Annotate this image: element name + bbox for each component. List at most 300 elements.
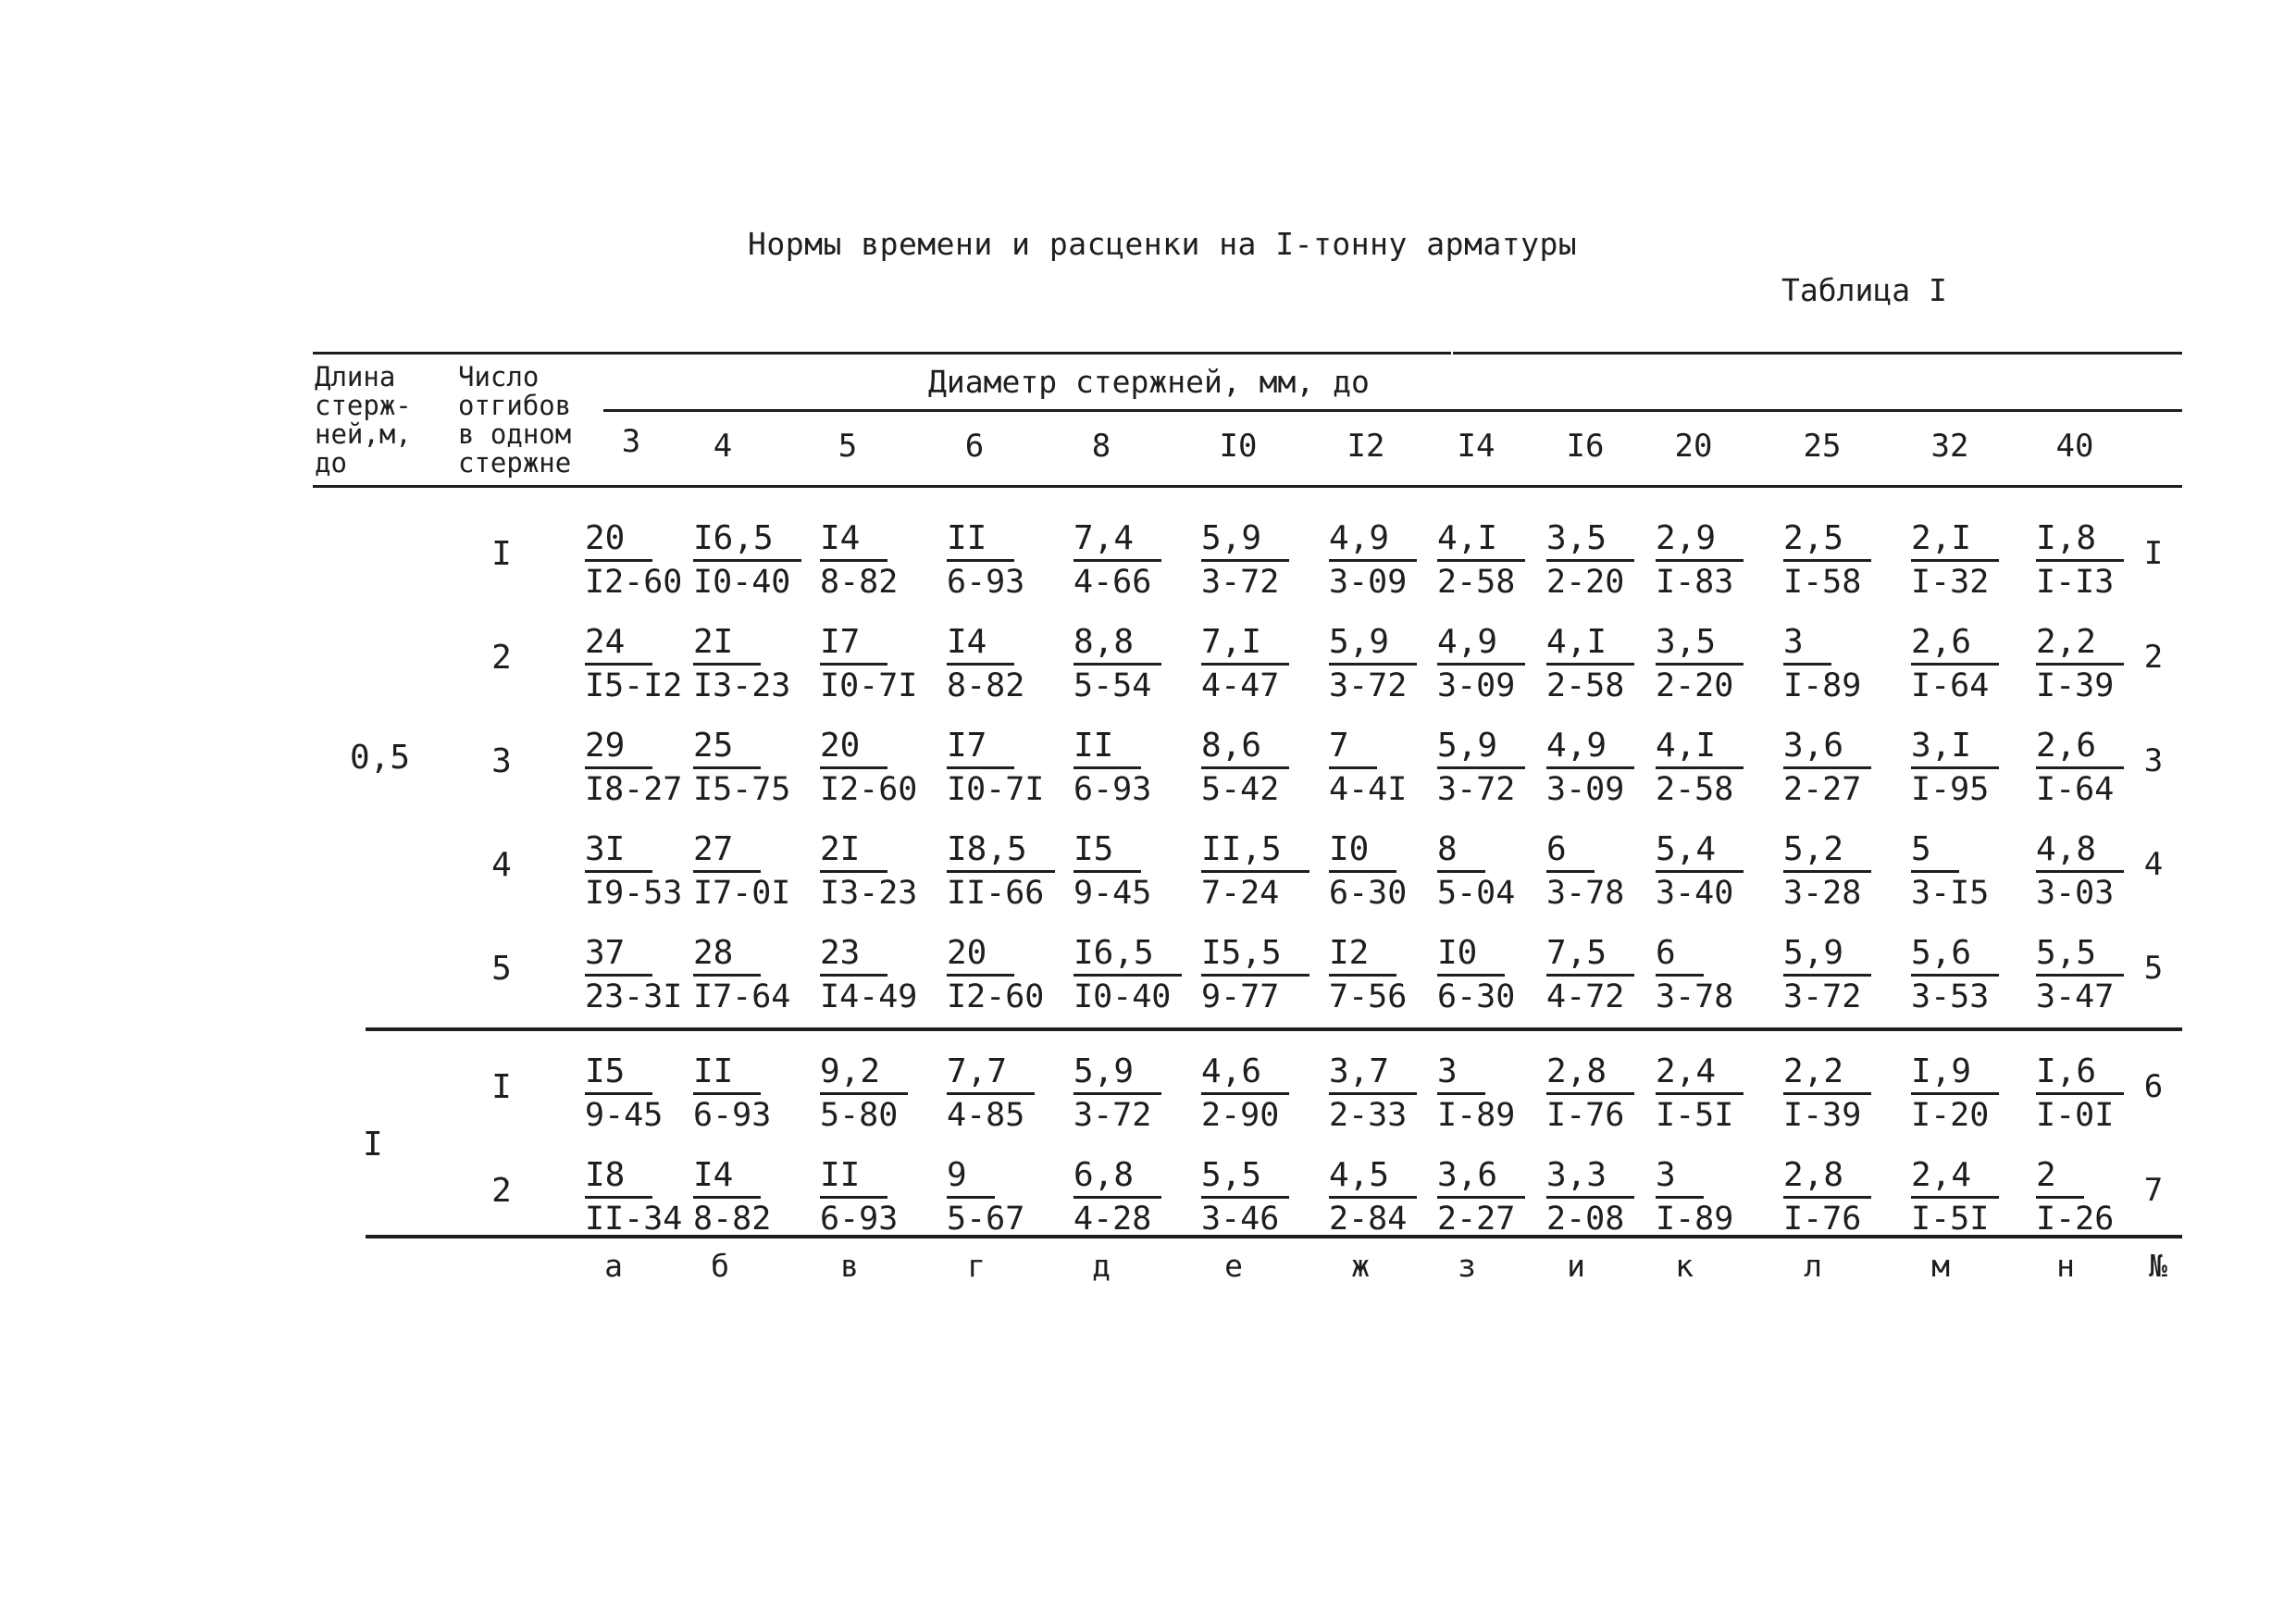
table-cell bbox=[1656, 1157, 1774, 1239]
table-cell bbox=[585, 624, 703, 706]
row-number: 3 bbox=[2143, 742, 2164, 779]
price-rate: 9-45 bbox=[585, 1097, 664, 1134]
time-norm: 5,9 bbox=[1329, 624, 1417, 666]
table-cell bbox=[1437, 728, 1556, 810]
price-rate: 3-53 bbox=[1911, 978, 1990, 1015]
table-cell bbox=[1656, 935, 1774, 1017]
price-rate: 3-03 bbox=[2036, 875, 2115, 912]
time-norm: I5 bbox=[585, 1053, 652, 1095]
time-norm: I0 bbox=[1437, 935, 1505, 977]
price-rate: 2-08 bbox=[1546, 1201, 1625, 1238]
table-cell bbox=[947, 831, 1065, 914]
row-number: 6 bbox=[2143, 1068, 2164, 1105]
table-cell bbox=[1911, 935, 2029, 1017]
table-cell bbox=[585, 1157, 703, 1239]
time-norm: 6,8 bbox=[1074, 1157, 1161, 1199]
price-rate: I-89 bbox=[1437, 1097, 1516, 1134]
time-norm: 3,7 bbox=[1329, 1053, 1417, 1095]
time-norm: 2,5 bbox=[1783, 520, 1871, 562]
diameter-label: I4 bbox=[1457, 428, 1496, 465]
price-rate: 2-33 bbox=[1329, 1097, 1408, 1134]
table-cell bbox=[1783, 1157, 1902, 1239]
table-cell bbox=[1201, 935, 1320, 1017]
price-rate: I-64 bbox=[2036, 771, 2115, 808]
column-letter: а bbox=[604, 1248, 623, 1284]
time-norm: 5,2 bbox=[1783, 831, 1871, 873]
time-norm: 8 bbox=[1437, 831, 1485, 873]
price-rate: 6-93 bbox=[1074, 771, 1152, 808]
bends-count: I bbox=[491, 1068, 512, 1106]
price-rate: 3-09 bbox=[1437, 667, 1516, 704]
price-rate: 9-77 bbox=[1201, 978, 1280, 1015]
table-cell bbox=[1783, 728, 1902, 810]
price-rate: I7-64 bbox=[693, 978, 791, 1015]
time-norm: 6 bbox=[1656, 935, 1704, 977]
time-norm: 2,6 bbox=[2036, 728, 2124, 769]
time-norm: 20 bbox=[585, 520, 652, 562]
table-cell bbox=[820, 831, 938, 914]
time-norm: 7 bbox=[1329, 728, 1377, 769]
table-cell bbox=[1546, 1053, 1665, 1136]
price-rate: I8-27 bbox=[585, 771, 683, 808]
time-norm: 23 bbox=[820, 935, 887, 977]
price-rate: 3-78 bbox=[1656, 978, 1734, 1015]
time-norm: 4,8 bbox=[2036, 831, 2124, 873]
time-norm: I,6 bbox=[2036, 1053, 2124, 1095]
table-label: Таблица I bbox=[1781, 272, 1947, 308]
column-letter: и bbox=[1567, 1248, 1585, 1284]
price-rate: I0-7I bbox=[820, 667, 918, 704]
price-rate: 3-72 bbox=[1329, 667, 1408, 704]
price-rate: I9-53 bbox=[585, 875, 683, 912]
table-cell bbox=[1911, 1053, 2029, 1136]
table-cell bbox=[1546, 520, 1665, 603]
diameter-label: 25 bbox=[1803, 428, 1842, 465]
price-rate: 4-47 bbox=[1201, 667, 1280, 704]
table-cell bbox=[1201, 1157, 1320, 1239]
table-cell bbox=[1546, 624, 1665, 706]
time-norm: I5,5 bbox=[1201, 935, 1309, 977]
price-rate: I-5I bbox=[1911, 1201, 1990, 1238]
table-cell bbox=[1437, 935, 1556, 1017]
time-norm: II bbox=[947, 520, 1014, 562]
table-top-rule-left bbox=[313, 352, 1451, 355]
table-cell bbox=[1546, 935, 1665, 1017]
column-letter: н bbox=[2056, 1248, 2075, 1284]
price-rate: 4-66 bbox=[1074, 564, 1152, 601]
time-norm: 29 bbox=[585, 728, 652, 769]
table-cell bbox=[947, 624, 1065, 706]
time-norm: 7,7 bbox=[947, 1053, 1035, 1095]
time-norm: 20 bbox=[947, 935, 1014, 977]
table-cell bbox=[1437, 624, 1556, 706]
price-rate: 2-20 bbox=[1656, 667, 1734, 704]
time-norm: 5,5 bbox=[2036, 935, 2124, 977]
table-cell bbox=[1201, 1053, 1320, 1136]
table-cell bbox=[1911, 728, 2029, 810]
price-rate: 2-58 bbox=[1546, 667, 1625, 704]
column-letter: ж bbox=[1351, 1248, 1370, 1284]
table-cell bbox=[2036, 728, 2154, 810]
time-norm: 5,9 bbox=[1783, 935, 1871, 977]
time-norm: 4,9 bbox=[1437, 624, 1525, 666]
diameter-header-title: Диаметр стержней, мм, до bbox=[928, 364, 1370, 400]
table-cell bbox=[1656, 520, 1774, 603]
table-cell bbox=[1911, 831, 2029, 914]
table-cell bbox=[1074, 624, 1192, 706]
table-cell bbox=[1437, 831, 1556, 914]
price-rate: I-39 bbox=[2036, 667, 2115, 704]
table-cell bbox=[1783, 831, 1902, 914]
table-cell bbox=[820, 728, 938, 810]
row-number: 4 bbox=[2143, 846, 2164, 883]
table-cell bbox=[820, 520, 938, 603]
price-rate: I7-0I bbox=[693, 875, 791, 912]
price-rate: 5-04 bbox=[1437, 875, 1516, 912]
price-rate: I-64 bbox=[1911, 667, 1990, 704]
time-norm: 3,5 bbox=[1656, 624, 1744, 666]
price-rate: I-32 bbox=[1911, 564, 1990, 601]
row-number: 7 bbox=[2143, 1172, 2164, 1209]
bends-count: 4 bbox=[491, 846, 512, 884]
column-letter: б bbox=[711, 1248, 729, 1284]
table-cell bbox=[693, 1157, 812, 1239]
bends-count: 5 bbox=[491, 950, 512, 988]
price-rate: 3-I5 bbox=[1911, 875, 1990, 912]
price-rate: I5-I2 bbox=[585, 667, 683, 704]
time-norm: II bbox=[820, 1157, 887, 1199]
table-cell bbox=[1911, 1157, 2029, 1239]
column-letter: л bbox=[1804, 1248, 1822, 1284]
bends-header: Число отгибов в одном стержне bbox=[458, 361, 572, 479]
price-rate: 3-28 bbox=[1783, 875, 1862, 912]
table-cell bbox=[1074, 728, 1192, 810]
price-rate: 6-30 bbox=[1329, 875, 1408, 912]
time-norm: 5,9 bbox=[1437, 728, 1525, 769]
diameter-label: I2 bbox=[1347, 428, 1385, 465]
table-cell bbox=[585, 728, 703, 810]
time-norm: I4 bbox=[693, 1157, 761, 1199]
row-number: 2 bbox=[2143, 639, 2164, 676]
price-rate: 3-72 bbox=[1074, 1097, 1152, 1134]
column-letter: м bbox=[1931, 1248, 1950, 1284]
diameter-label: I0 bbox=[1219, 428, 1258, 465]
table-cell bbox=[1329, 520, 1447, 603]
price-rate: I-76 bbox=[1783, 1201, 1862, 1238]
price-rate: 5-42 bbox=[1201, 771, 1280, 808]
table-cell bbox=[585, 1053, 703, 1136]
price-rate: I-20 bbox=[1911, 1097, 1990, 1134]
table-cell bbox=[2036, 935, 2154, 1017]
table-cell bbox=[585, 831, 703, 914]
time-norm: I2 bbox=[1329, 935, 1396, 977]
time-norm: 24 bbox=[585, 624, 652, 666]
table-cell bbox=[947, 728, 1065, 810]
row-number: I bbox=[2143, 535, 2164, 572]
time-norm: I0 bbox=[1329, 831, 1396, 873]
table-cell bbox=[1329, 728, 1447, 810]
table-cell bbox=[1546, 728, 1665, 810]
price-rate: I3-23 bbox=[820, 875, 918, 912]
table-cell bbox=[2036, 1053, 2154, 1136]
time-norm: I6,5 bbox=[693, 520, 801, 562]
table-cell bbox=[585, 520, 703, 603]
price-rate: 5-54 bbox=[1074, 667, 1152, 704]
price-rate: 2-58 bbox=[1656, 771, 1734, 808]
time-norm: 3 bbox=[1656, 1157, 1704, 1199]
price-rate: 6-93 bbox=[947, 564, 1025, 601]
time-norm: I4 bbox=[820, 520, 887, 562]
price-rate: 2-27 bbox=[1437, 1201, 1516, 1238]
diameter-label: I6 bbox=[1566, 428, 1605, 465]
column-letter: г bbox=[967, 1248, 986, 1284]
row-number: 5 bbox=[2143, 950, 2164, 987]
price-rate: I2-60 bbox=[947, 978, 1045, 1015]
price-rate: 8-82 bbox=[693, 1201, 772, 1238]
length-header: Длина стерж- ней,м, до bbox=[315, 361, 412, 479]
column-letter: № bbox=[2149, 1248, 2167, 1284]
table-cell bbox=[1201, 624, 1320, 706]
price-rate: 3-72 bbox=[1783, 978, 1862, 1015]
table-cell bbox=[1656, 1053, 1774, 1136]
price-rate: 2-90 bbox=[1201, 1097, 1280, 1134]
time-norm: 3,6 bbox=[1783, 728, 1871, 769]
bends-count: 2 bbox=[491, 1172, 512, 1210]
table-cell bbox=[585, 935, 703, 1017]
table-cell bbox=[820, 1157, 938, 1239]
time-norm: 28 bbox=[693, 935, 761, 977]
time-norm: 2,6 bbox=[1911, 624, 1999, 666]
table-cell bbox=[1074, 831, 1192, 914]
table-cell bbox=[2036, 831, 2154, 914]
time-norm: 2I bbox=[693, 624, 761, 666]
time-norm: II,5 bbox=[1201, 831, 1309, 873]
price-rate: 2-84 bbox=[1329, 1201, 1408, 1238]
time-norm: II bbox=[1074, 728, 1141, 769]
table-cell bbox=[1329, 831, 1447, 914]
time-norm: II bbox=[693, 1053, 761, 1095]
table-cell bbox=[1783, 935, 1902, 1017]
price-rate: I0-40 bbox=[1074, 978, 1172, 1015]
table-cell bbox=[1201, 728, 1320, 810]
time-norm: 4,I bbox=[1437, 520, 1525, 562]
price-rate: 2-20 bbox=[1546, 564, 1625, 601]
table-top-rule-right bbox=[1453, 352, 2182, 355]
header-bottom-rule bbox=[313, 485, 2182, 488]
price-rate: 8-82 bbox=[820, 564, 899, 601]
time-norm: 5 bbox=[1911, 831, 1959, 873]
table-cell bbox=[947, 935, 1065, 1017]
price-rate: 3-09 bbox=[1329, 564, 1408, 601]
table-cell bbox=[693, 624, 812, 706]
time-norm: I,8 bbox=[2036, 520, 2124, 562]
table-cell bbox=[1656, 831, 1774, 914]
time-norm: 4,5 bbox=[1329, 1157, 1417, 1199]
bends-count: 3 bbox=[491, 742, 512, 780]
diameter-label: 5 bbox=[838, 428, 858, 465]
time-norm: 4,I bbox=[1656, 728, 1744, 769]
column-letter: д bbox=[1092, 1248, 1111, 1284]
price-rate: 4-28 bbox=[1074, 1201, 1152, 1238]
price-rate: 5-80 bbox=[820, 1097, 899, 1134]
price-rate: 3-40 bbox=[1656, 875, 1734, 912]
table-cell bbox=[1437, 1157, 1556, 1239]
time-norm: I,9 bbox=[1911, 1053, 1999, 1095]
time-norm: 3I bbox=[585, 831, 652, 873]
length-group-label: I bbox=[363, 1126, 383, 1164]
time-norm: 25 bbox=[693, 728, 761, 769]
price-rate: 3-78 bbox=[1546, 875, 1625, 912]
diameter-label: 4 bbox=[713, 428, 733, 465]
bends-count: 2 bbox=[491, 639, 512, 677]
table-cell bbox=[693, 935, 812, 1017]
table-cell bbox=[820, 624, 938, 706]
time-norm: 9 bbox=[947, 1157, 995, 1199]
time-norm: 2,2 bbox=[2036, 624, 2124, 666]
price-rate: I5-75 bbox=[693, 771, 791, 808]
time-norm: 3 bbox=[1437, 1053, 1485, 1095]
time-norm: 7,I bbox=[1201, 624, 1289, 666]
price-rate: 2-27 bbox=[1783, 771, 1862, 808]
time-norm: I7 bbox=[947, 728, 1014, 769]
diameter-label: 3 bbox=[621, 423, 641, 460]
bends-count: I bbox=[491, 535, 512, 573]
table-cell bbox=[2036, 624, 2154, 706]
time-norm: 5,4 bbox=[1656, 831, 1744, 873]
price-rate: 4-4I bbox=[1329, 771, 1408, 808]
diameter-label: 20 bbox=[1674, 428, 1713, 465]
price-rate: I-83 bbox=[1656, 564, 1734, 601]
price-rate: I2-60 bbox=[585, 564, 683, 601]
price-rate: I-39 bbox=[1783, 1097, 1862, 1134]
table-cell bbox=[1329, 935, 1447, 1017]
table-cell bbox=[1329, 624, 1447, 706]
table-cell bbox=[693, 831, 812, 914]
time-norm: I5 bbox=[1074, 831, 1141, 873]
price-rate: 8-82 bbox=[947, 667, 1025, 704]
time-norm: 2,2 bbox=[1783, 1053, 1871, 1095]
time-norm: 2I bbox=[820, 831, 887, 873]
time-norm: 3,I bbox=[1911, 728, 1999, 769]
time-norm: I6,5 bbox=[1074, 935, 1182, 977]
price-rate: I-95 bbox=[1911, 771, 1990, 808]
price-rate: 2-58 bbox=[1437, 564, 1516, 601]
price-rate: 3-46 bbox=[1201, 1201, 1280, 1238]
time-norm: 3,5 bbox=[1546, 520, 1634, 562]
table-cell bbox=[947, 520, 1065, 603]
table-cell bbox=[693, 520, 812, 603]
time-norm: 5,9 bbox=[1201, 520, 1289, 562]
price-rate: I0-40 bbox=[693, 564, 791, 601]
table-cell bbox=[820, 935, 938, 1017]
price-rate: 9-45 bbox=[1074, 875, 1152, 912]
table-cell bbox=[1201, 520, 1320, 603]
time-norm: 5,6 bbox=[1911, 935, 1999, 977]
table-cell bbox=[693, 1053, 812, 1136]
price-rate: I-5I bbox=[1656, 1097, 1734, 1134]
time-norm: 4,I bbox=[1546, 624, 1634, 666]
table-cell bbox=[1074, 935, 1192, 1017]
table-cell bbox=[1329, 1157, 1447, 1239]
column-letter: з bbox=[1458, 1248, 1476, 1284]
price-rate: II-66 bbox=[947, 875, 1045, 912]
table-cell bbox=[1074, 1157, 1192, 1239]
time-norm: 9,2 bbox=[820, 1053, 908, 1095]
time-norm: 3,3 bbox=[1546, 1157, 1634, 1199]
table-cell bbox=[947, 1157, 1065, 1239]
diameter-label: 8 bbox=[1091, 428, 1111, 465]
time-norm: 37 bbox=[585, 935, 652, 977]
time-norm: 2 bbox=[2036, 1157, 2084, 1199]
price-rate: I-76 bbox=[1546, 1097, 1625, 1134]
price-rate: I4-49 bbox=[820, 978, 918, 1015]
time-norm: 27 bbox=[693, 831, 761, 873]
price-rate: 3-09 bbox=[1546, 771, 1625, 808]
price-rate: I-89 bbox=[1656, 1201, 1734, 1238]
price-rate: 4-72 bbox=[1546, 978, 1625, 1015]
table-cell bbox=[1656, 624, 1774, 706]
time-norm: 2,4 bbox=[1911, 1157, 1999, 1199]
price-rate: I-89 bbox=[1783, 667, 1862, 704]
price-rate: 3-72 bbox=[1437, 771, 1516, 808]
diameter-label: 32 bbox=[1930, 428, 1969, 465]
price-rate: 7-56 bbox=[1329, 978, 1408, 1015]
table-cell bbox=[947, 1053, 1065, 1136]
price-rate: II-34 bbox=[585, 1201, 683, 1238]
table-cell bbox=[1911, 520, 2029, 603]
column-letter: в bbox=[840, 1248, 859, 1284]
table-cell bbox=[1437, 520, 1556, 603]
table-cell bbox=[1783, 1053, 1902, 1136]
table-cell bbox=[1911, 624, 2029, 706]
table-cell bbox=[2036, 1157, 2154, 1239]
price-rate: I-I3 bbox=[2036, 564, 2115, 601]
price-rate: 5-67 bbox=[947, 1201, 1025, 1238]
diameter-header-rule bbox=[603, 409, 2182, 412]
price-rate: 7-24 bbox=[1201, 875, 1280, 912]
table-cell bbox=[1783, 624, 1902, 706]
column-letter: к bbox=[1675, 1248, 1694, 1284]
time-norm: 7,5 bbox=[1546, 935, 1634, 977]
time-norm: I8,5 bbox=[947, 831, 1055, 873]
time-norm: 2,I bbox=[1911, 520, 1999, 562]
price-rate: 4-85 bbox=[947, 1097, 1025, 1134]
table-cell bbox=[1329, 1053, 1447, 1136]
time-norm: 4,9 bbox=[1329, 520, 1417, 562]
table-cell bbox=[1546, 1157, 1665, 1239]
table-cell bbox=[1656, 728, 1774, 810]
table-cell bbox=[1546, 831, 1665, 914]
time-norm: 3 bbox=[1783, 624, 1831, 666]
table-cell bbox=[1783, 520, 1902, 603]
price-rate: 3-72 bbox=[1201, 564, 1280, 601]
price-rate: 6-93 bbox=[820, 1201, 899, 1238]
time-norm: 3,6 bbox=[1437, 1157, 1525, 1199]
time-norm: 6 bbox=[1546, 831, 1595, 873]
column-letter: е bbox=[1224, 1248, 1243, 1284]
price-rate: I3-23 bbox=[693, 667, 791, 704]
time-norm: 2,8 bbox=[1546, 1053, 1634, 1095]
price-rate: 6-30 bbox=[1437, 978, 1516, 1015]
table-cell bbox=[1201, 831, 1320, 914]
time-norm: 20 bbox=[820, 728, 887, 769]
diameter-label: 40 bbox=[2055, 428, 2094, 465]
group-separator-rule bbox=[366, 1027, 2182, 1031]
price-rate: 3-47 bbox=[2036, 978, 2115, 1015]
time-norm: 7,4 bbox=[1074, 520, 1161, 562]
table-cell bbox=[693, 728, 812, 810]
diameter-label: 6 bbox=[964, 428, 985, 465]
